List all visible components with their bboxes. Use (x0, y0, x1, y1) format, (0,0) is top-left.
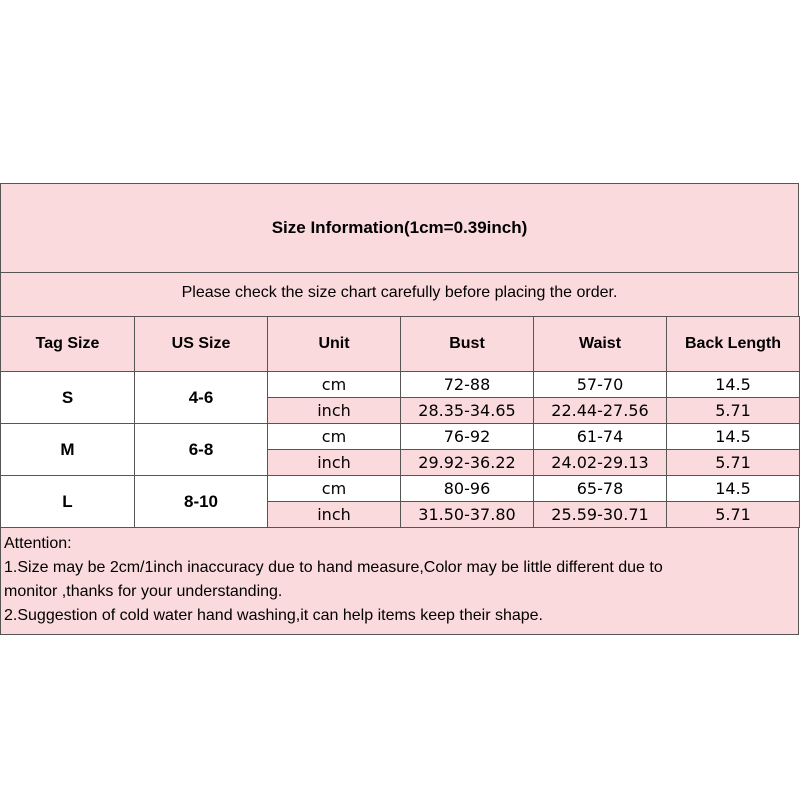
us-size-cell: 6-8 (135, 424, 268, 476)
waist-cell: 61-74 (534, 424, 667, 450)
waist-cell: 65-78 (534, 476, 667, 502)
bust-cell: 72-88 (401, 372, 534, 398)
waist-cell: 22.44-27.56 (534, 398, 667, 424)
chart-subtitle: Please check the size chart carefully before placing the order. (1, 273, 798, 317)
size-chart (0, 183, 799, 635)
us-size-cell: 4-6 (135, 372, 268, 424)
bust-cell: 76-92 (401, 424, 534, 450)
bust-cell: 80-96 (401, 476, 534, 502)
unit-cell: cm (268, 476, 401, 502)
unit-cell: cm (268, 424, 401, 450)
unit-cell: inch (268, 398, 401, 424)
back-length-cell: 5.71 (667, 502, 800, 528)
attention-notes (1, 527, 798, 634)
notes-heading: Attention: (4, 535, 72, 552)
tag-size-cell: L (1, 476, 135, 528)
back-length-cell: 5.71 (667, 450, 800, 476)
header-row (1, 317, 800, 372)
back-length-cell: 14.5 (667, 372, 800, 398)
header-unit: Unit (268, 317, 401, 372)
bust-cell: 31.50-37.80 (401, 502, 534, 528)
table-row (1, 372, 800, 398)
note-line-2: 2.Suggestion of cold water hand washing,it can help items keep their shape. (4, 607, 543, 624)
header-back-length: Back Length (667, 317, 800, 372)
header-bust: Bust (401, 317, 534, 372)
waist-cell: 57-70 (534, 372, 667, 398)
header-waist: Waist (534, 317, 667, 372)
unit-cell: inch (268, 450, 401, 476)
bust-cell: 28.35-34.65 (401, 398, 534, 424)
waist-cell: 25.59-30.71 (534, 502, 667, 528)
note-line-1-continued: monitor ,thanks for your understanding. (4, 583, 283, 600)
tag-size-cell: S (1, 372, 135, 424)
tag-size-cell: M (1, 424, 135, 476)
back-length-cell: 5.71 (667, 398, 800, 424)
title-row (1, 184, 798, 273)
waist-cell: 24.02-29.13 (534, 450, 667, 476)
table-row (1, 424, 800, 450)
header-tag-size: Tag Size (1, 317, 135, 372)
us-size-cell: 8-10 (135, 476, 268, 528)
size-table (0, 316, 800, 528)
table-row (1, 476, 800, 502)
bust-cell: 29.92-36.22 (401, 450, 534, 476)
back-length-cell: 14.5 (667, 424, 800, 450)
unit-cell: cm (268, 372, 401, 398)
chart-title: Size Information(1cm=0.39inch) (271, 218, 528, 237)
note-line-1: 1.Size may be 2cm/1inch inaccuracy due to hand measure,Color may be little different due to (4, 559, 663, 576)
unit-cell: inch (268, 502, 401, 528)
back-length-cell: 14.5 (667, 476, 800, 502)
header-us-size: US Size (135, 317, 268, 372)
